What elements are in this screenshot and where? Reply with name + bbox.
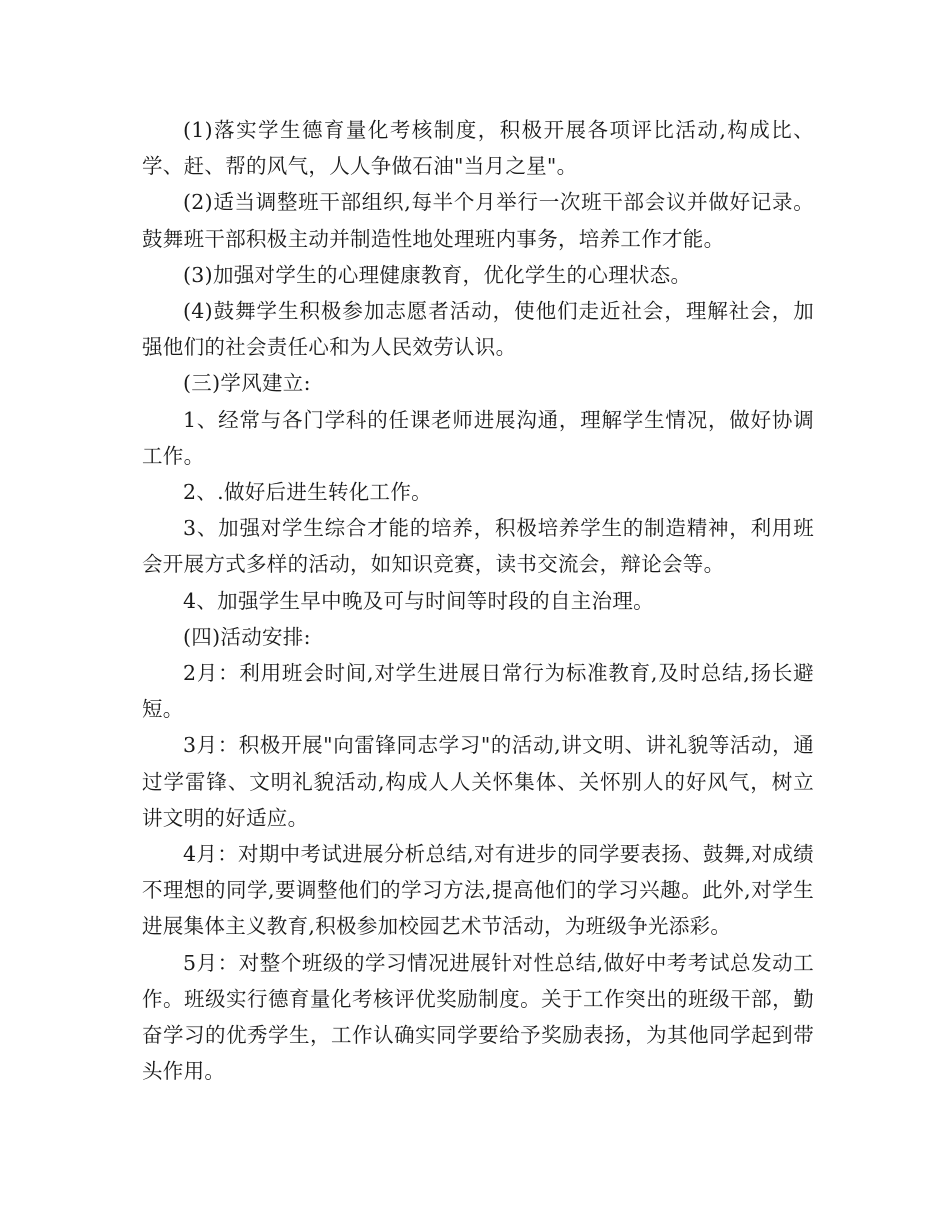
paragraph-study-2: 2、.做好后进生转化工作。 — [183, 480, 432, 505]
paragraph-study-1: 1、经常与各门学科的任课老师进展沟通，理解学生情况，做好协调工作。 — [142, 407, 814, 468]
paragraph-february: 2月：利用班会时间,对学生进展日常行为标准教育,及时总结,扬长避短。 — [142, 661, 814, 722]
paragraph-may: 5月：对整个班级的学习情况进展针对性总结,做好中考考试总发动工作。班级实行德育量化考核评优奖励制度。关于工作突出的班级干部，勤奋学习的优秀学生，工作认确实同学要给予奖励表扬，为其他同学起到带头作用。 — [142, 950, 814, 1084]
paragraph-study-3: 3、加强对学生综合才能的培养，积极培养学生的制造精神，利用班会开展方式多样的活动，如知识竞赛，读书交流会，辩论会等。 — [142, 516, 814, 577]
paragraph-april: 4月：对期中考试进展分析总结,对有进步的同学要表扬、鼓舞,对成绩不理想的同学,要调整他们的学习方法,提高他们的学习兴趣。此外,对学生进展集体主义教育,积极参加校园艺术节活动，为班级争光添彩。 — [142, 842, 814, 939]
paragraph-moral-2: (2)适当调整班干部组织,每半个月举行一次班干部会议并做好记录。鼓舞班干部积极主动并制造性地处理班内事务，培养工作才能。 — [142, 190, 814, 251]
paragraph-march: 3月：积极开展"向雷锋同志学习"的活动,讲文明、讲礼貌等活动，通过学雷锋、文明礼貌活动,构成人人关怀集体、关怀别人的好风气，树立讲文明的好适应。 — [142, 733, 814, 830]
paragraph-study-4: 4、加强学生早中晚及可与时间等时段的自主治理。 — [183, 588, 654, 613]
section-heading-activities: (四)活动安排: — [183, 624, 311, 649]
document-body — [142, 112, 814, 1089]
section-heading-study-style: (三)学风建立: — [183, 371, 311, 396]
paragraph-moral-3: (3)加强对学生的心理健康教育，优化学生的心理状态。 — [183, 262, 692, 287]
paragraph-moral-1: (1)落实学生德育量化考核制度，积极开展各项评比活动,构成比、学、赶、帮的风气，人人争做石油"当月之星"。 — [142, 118, 814, 179]
paragraph-moral-4: (4)鼓舞学生积极参加志愿者活动，使他们走近社会，理解社会，加强他们的社会责任心和为人民效劳认识。 — [142, 299, 814, 360]
